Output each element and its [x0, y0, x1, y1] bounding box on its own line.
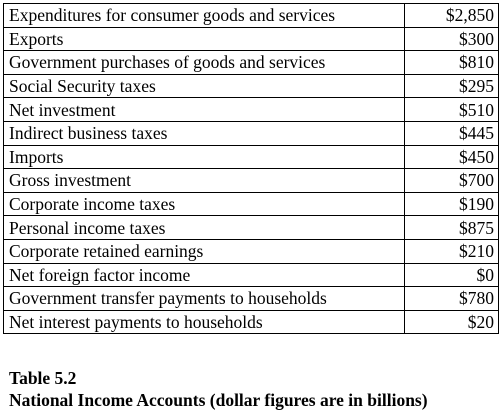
row-value: $190 [405, 192, 499, 216]
row-value: $20 [405, 310, 499, 334]
row-label: Social Security taxes [4, 74, 405, 98]
table-body [4, 4, 499, 334]
row-label: Personal income taxes [4, 216, 405, 240]
national-income-table [3, 3, 499, 334]
table-row [4, 310, 499, 334]
row-label: Indirect business taxes [4, 121, 405, 145]
table-row [4, 74, 499, 98]
table-row [4, 169, 499, 193]
table-row [4, 51, 499, 75]
row-value: $2,850 [405, 4, 499, 28]
row-label: Net foreign factor income [4, 263, 405, 287]
row-value: $780 [405, 287, 499, 311]
table-row [4, 121, 499, 145]
row-label: Expenditures for consumer goods and services [4, 4, 405, 28]
row-value: $210 [405, 239, 499, 263]
table-row [4, 239, 499, 263]
row-value: $445 [405, 121, 499, 145]
table-number: Table 5.2 [9, 368, 77, 388]
table-caption [9, 367, 428, 411]
row-label: Corporate retained earnings [4, 239, 405, 263]
row-value: $875 [405, 216, 499, 240]
table-row [4, 216, 499, 240]
row-value: $300 [405, 27, 499, 51]
row-value: $510 [405, 98, 499, 122]
row-value: $810 [405, 51, 499, 75]
table-row [4, 192, 499, 216]
row-value: $700 [405, 169, 499, 193]
row-value: $0 [405, 263, 499, 287]
row-value: $450 [405, 145, 499, 169]
row-label: Net interest payments to households [4, 310, 405, 334]
table-row [4, 4, 499, 28]
row-label: Government purchases of goods and services [4, 51, 405, 75]
row-label: Imports [4, 145, 405, 169]
table-row [4, 287, 499, 311]
row-label: Net investment [4, 98, 405, 122]
row-label: Corporate income taxes [4, 192, 405, 216]
row-label: Gross investment [4, 169, 405, 193]
table-row [4, 145, 499, 169]
row-label: Exports [4, 27, 405, 51]
row-value: $295 [405, 74, 499, 98]
table-row [4, 98, 499, 122]
table-title: National Income Accounts (dollar figures are in billions) [9, 390, 428, 410]
table-row [4, 27, 499, 51]
row-label: Government transfer payments to households [4, 287, 405, 311]
table-row [4, 263, 499, 287]
